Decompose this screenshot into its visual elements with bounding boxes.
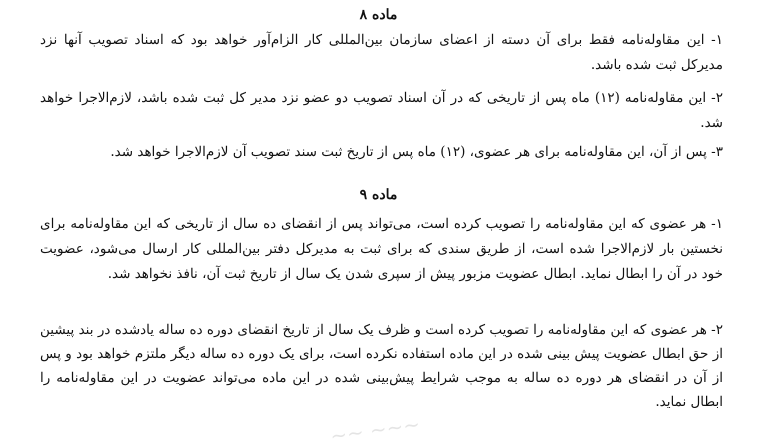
article-9-clause-2: ۲- هر عضوی که این مقاوله‌نامه را تصویب کرده است و ظرف یک سال از تاریخ انقضای دوره ده ساله یادشده در بند پیشین از حق ابطال عضویت پیش بینی شده در این ماده استفاده نکرده است، برای یک دوره ده ساله دیگر ملتزم خواهد بود و پس از آن در انقضای هر دوره ده ساله به موجب شرایط پیش‌بینی شده در این ماده می‌تواند عضویت در این مقاوله‌نامه را ابطال نماید. bbox=[40, 322, 723, 410]
article-8-clause-3: ۳- پس از آن، این مقاوله‌نامه برای هر عضوی، (۱۲) ماه پس از تاریخ ثبت سند تصویب آن لازم‌الاجرا خواهد شد. bbox=[110, 144, 723, 160]
article-9-heading: ماده ۹ bbox=[359, 187, 398, 203]
faint-stamp-mark: ~~~ ~~ bbox=[328, 411, 422, 448]
article-8-clause-2: ۲- این مقاوله‌نامه (۱۲) ماه پس از تاریخی که در آن اسناد تصویب دو عضو نزد مدیر کل ثبت شده باشد، لازم‌الاجرا خواهد شد. bbox=[40, 90, 723, 131]
article-8-clause-1: ۱- این مقاوله‌نامه فقط برای آن دسته از اعضای سازمان بین‌المللی کار الزام‌آور خواهد بود که اسناد تصویب آنها نزد مدیرکل ثبت شده باشد. bbox=[40, 32, 723, 73]
article-9-clause-1: ۱- هر عضوی که این مقاوله‌نامه را تصویب کرده است، می‌تواند پس از انقضای ده سال از تاریخی که این مقاوله‌نامه برای نخستین بار لازم‌الاجرا شده است، از طریق سندی که برای ثبت به مدیرکل دفتر بین‌المللی کار ارسال می‌شود، عضویت خود در آن را ابطال نماید. ابطال عضویت مزبور پیش از سپری شدن یک سال از تاریخ ثبت آن، نافذ نخواهد شد. bbox=[40, 216, 723, 282]
article-8-heading: ماده ۸ bbox=[359, 7, 398, 23]
